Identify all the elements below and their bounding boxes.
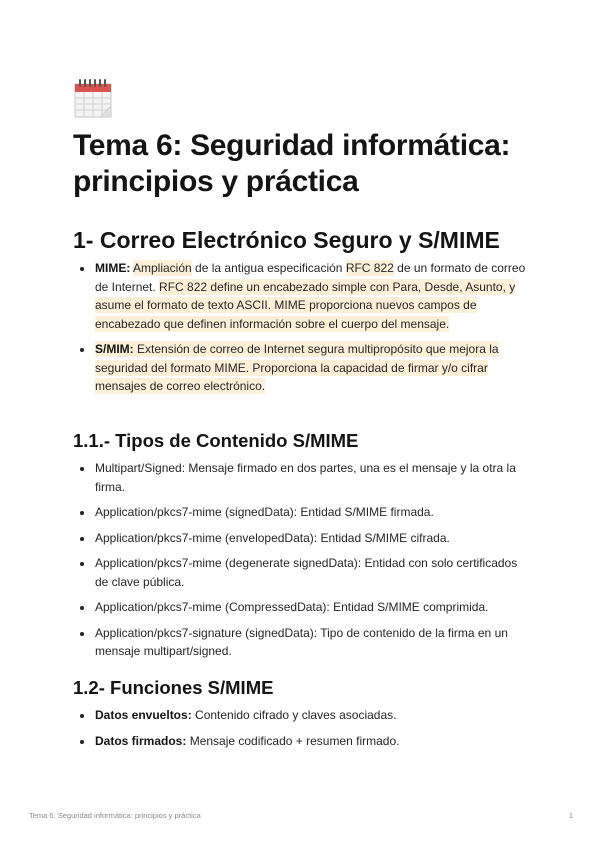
section-heading-correo: 1- Correo Electrónico Seguro y S/MIME [73, 227, 500, 253]
list-item: Application/pkcs7-mime (envelopedData): Entidad S/MIME cifrada. [78, 529, 533, 548]
section-tipos-list [78, 459, 533, 668]
term-label: S/MIM: [95, 342, 134, 356]
list-item: Multipart/Signed: Mensaje firmado en dos partes, una es el mensaje y la otra la firma. [78, 459, 533, 496]
list-item [78, 340, 533, 396]
list-item [78, 259, 533, 333]
list-item-text: Extensión de correo de Internet segura multipropósito que mejora la seguridad del formato MIME. Proporciona la capacidad de firmar y/o cifrar mensajes de correo electrónico. [95, 342, 499, 393]
highlighted-text: RFC 822 [345, 261, 394, 275]
highlighted-text: Ampliación [133, 261, 192, 275]
term-label: MIME: [95, 261, 131, 275]
section-funciones-list [78, 706, 533, 757]
list-item: Application/pkcs7-signature (signedData): Tipo de contenido de la firma en un mensaje multipart/signed. [78, 624, 533, 661]
list-item-text: de la antigua especificación [191, 261, 346, 275]
calendar-icon [74, 78, 112, 118]
term-label: Datos envueltos: [95, 708, 192, 722]
list-item-text: Contenido cifrado y claves asociadas. [191, 708, 397, 722]
list-item [78, 706, 533, 725]
page-number: 1 [568, 811, 573, 820]
section-heading-funciones: 1.2- Funciones S/MIME [73, 677, 274, 698]
list-item [78, 732, 533, 751]
list-item: Application/pkcs7-mime (degenerate signedData): Entidad con solo certificados de clave pública. [78, 554, 533, 591]
list-item-text: de un formato de correo de Internet. [95, 261, 526, 294]
page-title: Tema 6: Seguridad informática: principios y práctica [73, 129, 511, 198]
section-heading-tipos: 1.1.- Tipos de Contenido S/MIME [73, 430, 359, 451]
list-item: Application/pkcs7-mime (CompressedData): Entidad S/MIME comprimida. [78, 598, 533, 617]
highlighted-text [95, 341, 499, 394]
list-item: Application/pkcs7-mime (signedData): Entidad S/MIME firmada. [78, 503, 533, 522]
footer-text: Tema 6: Seguridad informática: principios y práctica [29, 811, 201, 820]
section-correo-list [78, 259, 533, 403]
term-label: Datos firmados: [95, 733, 187, 748]
list-item-text: Mensaje codificado + resumen firmado. [186, 733, 400, 748]
highlighted-text: RFC 822 define un encabezado simple con Para, Desde, Asunto, y asume el formato de texto ASCII. MIME proporciona nuevos campos de encabezado que definen información sobre el cuerpo del mensaje. [95, 279, 516, 331]
